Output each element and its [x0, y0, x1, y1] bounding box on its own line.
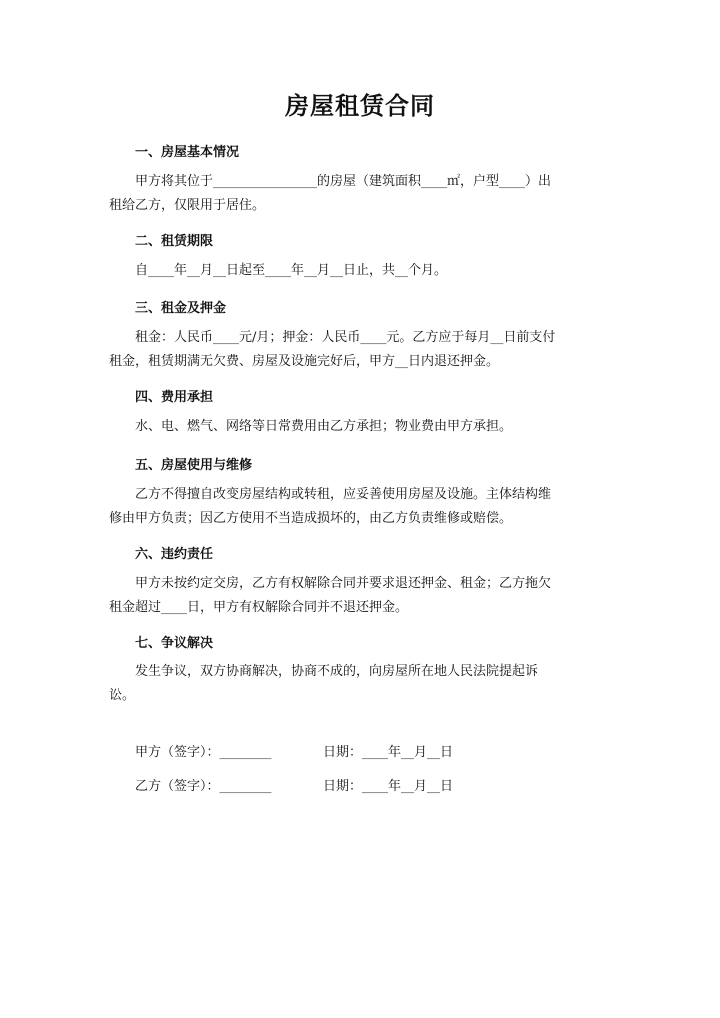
paragraph-line: 租金超过____日，甲方有权解除合同并不退还押金。 [109, 600, 409, 615]
party-b-date-field: 日期：____年__月__日 [323, 779, 454, 794]
paragraph-line: 讼。 [109, 688, 136, 703]
section-heading-basic-info: 一、房屋基本情况 [135, 145, 240, 160]
section-body-dispute [109, 660, 607, 708]
paragraph-line: 租金，租赁期满无欠费、房屋及设施完好后，甲方__日内退还押金。 [109, 354, 500, 369]
section-heading-expenses: 四、费用承担 [135, 390, 214, 405]
section-body-lease-term [109, 259, 607, 283]
paragraph-line: 水、电、燃气、网络等日常费用由乙方承担；物业费由甲方承担。 [135, 419, 513, 434]
signature-row-party-b [135, 775, 454, 794]
party-a-signature-field: 甲方（签字）：________ [135, 745, 272, 760]
section-heading-rent-deposit: 三、租金及押金 [135, 301, 227, 316]
paragraph-line: 甲方未按约定交房，乙方有权解除合同并要求退还押金、租金；乙方拖欠 [135, 576, 552, 591]
paragraph-line: 乙方不得擅自改变房屋结构或转租，应妥善使用房屋及设施。主体结构维 [135, 487, 552, 502]
document-title: 房屋租赁合同 [285, 92, 435, 120]
party-a-date-field: 日期：____年__月__日 [323, 745, 454, 760]
section-body-expenses [109, 415, 607, 439]
paragraph-line: 修由甲方负责；因乙方使用不当造成损坏的，由乙方负责维修或赔偿。 [109, 511, 513, 526]
paragraph-line: 发生争议，双方协商解决，协商不成的，向房屋所在地人民法院提起诉 [135, 664, 539, 679]
section-heading-lease-term: 二、租赁期限 [135, 234, 214, 249]
section-body-basic-info [109, 170, 607, 218]
section-body-use-maintenance [109, 483, 607, 531]
section-heading-liability: 六、违约责任 [135, 547, 214, 562]
paragraph-line: 甲方将其位于________________的房屋（建筑面积____㎡，户型____）出 [135, 174, 552, 189]
paragraph-line: 自____年__月__日起至____年__月__日止，共__个月。 [135, 263, 448, 278]
paragraph-line: 租金：人民币____元/月；押金：人民币____元。乙方应于每月__日前支付 [135, 330, 556, 345]
paragraph-line: 租给乙方，仅限用于居住。 [109, 198, 266, 213]
signature-row-party-a [135, 741, 454, 760]
party-b-signature-field: 乙方（签字）：________ [135, 779, 272, 794]
section-body-liability [109, 572, 607, 620]
section-body-rent-deposit [109, 326, 607, 374]
section-heading-dispute: 七、争议解决 [135, 636, 214, 651]
section-heading-use-maintenance: 五、房屋使用与维修 [135, 458, 253, 473]
